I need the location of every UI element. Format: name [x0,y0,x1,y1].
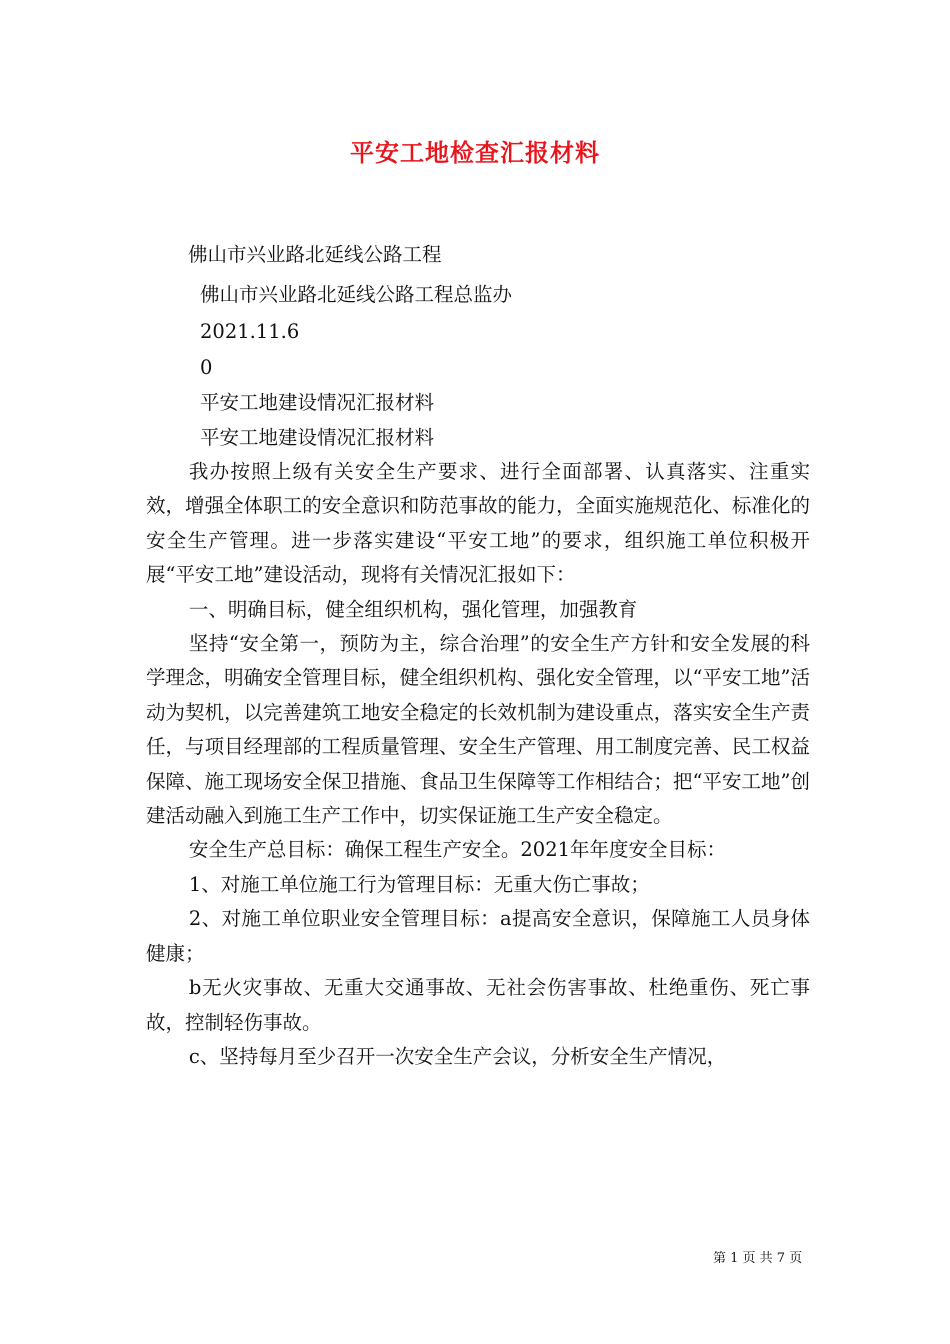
paragraph-goal-b: b无火灾事故、无重大交通事故、无社会伤害事故、杜绝重伤、死亡事故，控制轻伤事故。 [146,976,810,1034]
document-body [146,455,810,1074]
paragraph-overall-goal: 安全生产总目标：确保工程生产安全。2021年年度安全目标： [188,838,727,862]
header-line-date: 2021.11.6 [200,320,300,343]
header-line-subtitle-repeat: 平安工地建设情况汇报材料 [200,426,435,449]
paragraph-goal-c: c、坚持每月至少召开一次安全生产会议，分析安全生产情况， [188,1044,727,1068]
paragraph-goal-1: 1、对施工单位施工行为管理目标：无重大伤亡事故； [188,872,650,896]
header-line-subtitle: 平安工地建设情况汇报材料 [200,391,435,414]
paragraph-principles: 坚持“安全第一，预防为主，综合治理”的安全生产方针和安全发展的科学理念，明确安全管理目标，健全组织机构、强化安全管理，以“平安工地”活动为契机，以完善建筑工地安全稳定的长效机制为建设重点，落实安全生产责任，与项目经理部的工程质量管理、安全生产管理、用工制度完善、民工权益保障、施工现场安全保卫措施、食品卫生保障等工作相结合；把“平安工地”创建活动融入到施工生产工作中，切实保证施工生产安全稳定。 [146,632,810,828]
header-line-office: 佛山市兴业路北延线公路工程总监办 [200,283,513,306]
header-line-project: 佛山市兴业路北延线公路工程 [188,243,442,266]
header-line-zero: 0 [200,356,213,379]
paragraph-goal-2: 2、对施工单位职业安全管理目标：a提高安全意识，保障施工人员身体健康； [146,907,810,965]
document-title: 平安工地检查汇报材料 [350,138,600,167]
paragraph-section-heading: 一、明确目标，健全组织机构，强化管理，加强教育 [188,597,638,621]
paragraph-intro: 我办按照上级有关安全生产要求、进行全面部署、认真落实、注重实效，增强全体职工的安全意识和防范事故的能力，全面实施规范化、标准化的安全生产管理。进一步落实建设“平安工地”的要求，组织施工单位积极开展“平安工地”建设活动，现将有关情况汇报如下： [146,460,810,587]
page-number: 第 1 页 共 7 页 [713,1251,803,1266]
